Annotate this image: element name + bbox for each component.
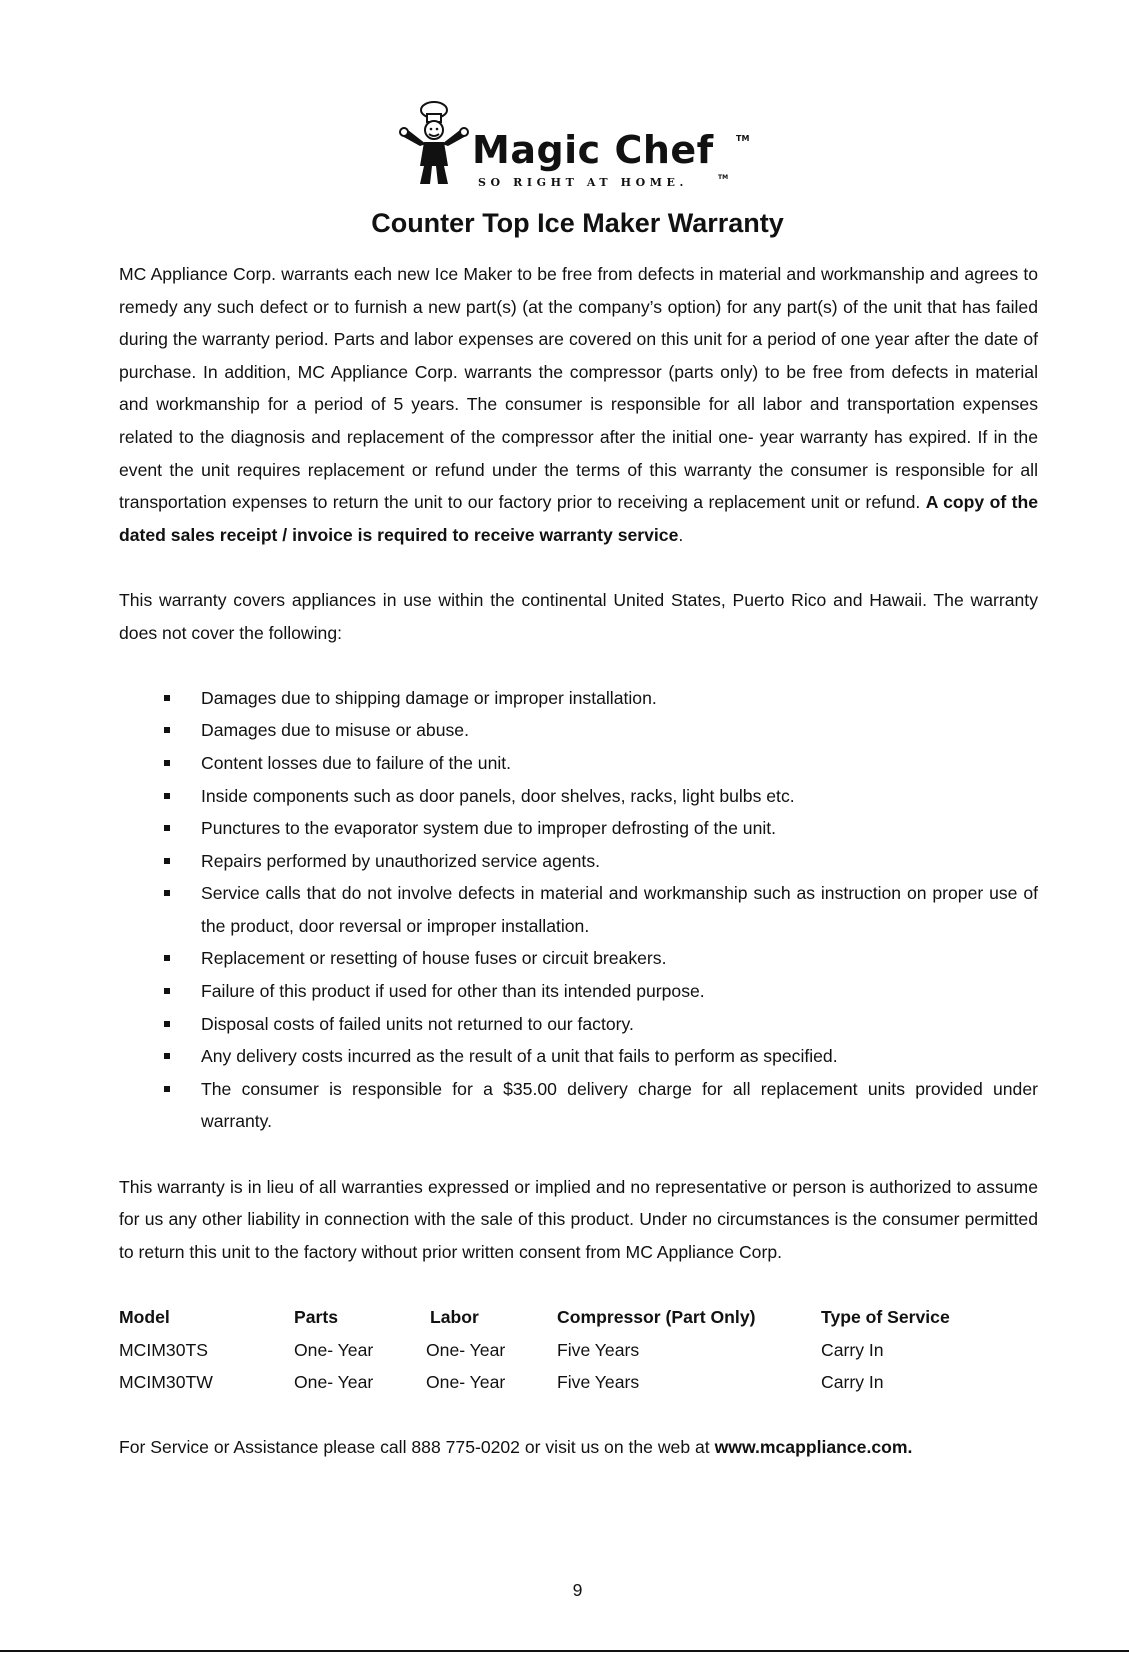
list-item: Disposal costs of failed units not returned to our factory.: [119, 1008, 1038, 1041]
bullet-square-icon: [164, 858, 170, 864]
exclusions-list: [119, 682, 1038, 1138]
cell-model: MCIM30TS: [119, 1339, 208, 1360]
intro-text: MC Appliance Corp. warrants each new Ice Maker to be free from defects in material and workmanship and agrees to remedy any such defect or to furnish a new part(s) (at the company’s option) for any part(s) of the unit that has failed during the warranty period. Parts and labor expenses are covered on this unit for a period of one year after the date of purchase. In addition, MC Appliance Corp. warrants the compressor (parts only) to be free from defects in material and workmanship for a period of 5 years. The consumer is responsible for all labor and transportation expenses related to the diagnosis and replacement of the compressor after the initial one- year warranty has expired. If in the event the unit requires replacement or refund under the terms of this warranty the consumer is responsible for all transportation expenses to return the unit to our factory prior to receiving a replacement unit or refund.: [119, 264, 1038, 513]
bullet-square-icon: [164, 825, 170, 831]
cell-compressor: Five Years: [557, 1339, 640, 1360]
cell-service-type: Carry In: [821, 1372, 884, 1393]
bullet-square-icon: [164, 955, 170, 961]
header-parts: Parts: [294, 1307, 339, 1327]
list-item: Repairs performed by unauthorized service agents.: [119, 845, 1038, 878]
bullet-square-icon: [164, 890, 170, 896]
bullet-square-icon: [164, 760, 170, 766]
logo-trademark: TM: [736, 134, 750, 143]
header-labor: Labor: [430, 1307, 479, 1327]
warranty-body: [119, 258, 1038, 1464]
list-item: The consumer is responsible for a $35.00 delivery charge for all replacement units provided under warranty.: [119, 1073, 1038, 1138]
logo-brand-text: Magic Chef: [472, 128, 714, 172]
list-item: Replacement or resetting of house fuses or circuit breakers.: [119, 942, 1038, 975]
cell-parts: One- Year: [294, 1372, 374, 1393]
cell-labor: One- Year: [426, 1372, 506, 1393]
page-number: 9: [572, 1580, 583, 1600]
bullet-square-icon: [164, 793, 170, 799]
disclaimer-paragraph: This warranty is in lieu of all warranties expressed or implied and no representative or person is authorized to assume for us any other liability in connection with the sale of this product. Under no circumstances is the consumer permitted to return this unit to the factory without prior written consent from MC Appliance Corp.: [119, 1176, 1038, 1262]
list-item: Failure of this product if used for other than its intended purpose.: [119, 975, 1038, 1008]
bullet-square-icon: [164, 695, 170, 701]
header-service-type: Type of Service: [821, 1307, 950, 1327]
cell-compressor: Five Years: [557, 1372, 640, 1393]
cell-labor: One- Year: [426, 1339, 506, 1360]
magic-chef-logo: [398, 100, 758, 192]
list-item: Damages due to misuse or abuse.: [119, 714, 1038, 747]
page-title: Counter Top Ice Maker Warranty: [371, 208, 784, 238]
table-row: [119, 1366, 1038, 1399]
bullet-square-icon: [164, 727, 170, 733]
cell-service-type: Carry In: [821, 1339, 884, 1360]
header-model: Model: [119, 1307, 170, 1327]
list-item: Service calls that do not involve defects in material and workmanship such as instruction on proper use of the product, door reversal or improper installation.: [119, 877, 1038, 942]
service-end: .: [907, 1437, 913, 1458]
logo-tagline-trademark: TM: [718, 174, 729, 181]
bullet-square-icon: [164, 1086, 170, 1092]
bullet-square-icon: [164, 1021, 170, 1027]
service-paragraph: [119, 1431, 1038, 1464]
list-item: Damages due to shipping damage or improper installation.: [119, 682, 1038, 715]
bullet-square-icon: [164, 988, 170, 994]
receipt-requirement: A copy of the dated sales receipt / invoice is required to receive warranty service: [119, 492, 1038, 545]
website-link[interactable]: www.mcappliance.com: [714, 1437, 908, 1458]
header-compressor: Compressor (Part Only): [557, 1307, 756, 1327]
service-text: For Service or Assistance please call 888 775-0202 or visit us on the web at: [119, 1437, 715, 1458]
list-item: Content losses due to failure of the unit.: [119, 747, 1038, 780]
intro-paragraph: [119, 258, 1038, 551]
cell-model: MCIM30TW: [119, 1372, 213, 1393]
table-row: [119, 1334, 1038, 1367]
bottom-divider: [0, 1650, 1129, 1652]
list-item: Punctures to the evaporator system due to improper defrosting of the unit.: [119, 812, 1038, 845]
bullet-square-icon: [164, 1053, 170, 1059]
list-item: Inside components such as door panels, door shelves, racks, light bulbs etc.: [119, 780, 1038, 813]
intro-end: .: [678, 524, 684, 545]
list-item: Any delivery costs incurred as the result of a unit that fails to perform as specified.: [119, 1040, 1038, 1073]
warranty-table: [119, 1301, 1038, 1399]
logo-tagline: SO RIGHT AT HOME.: [478, 176, 688, 189]
table-header-row: [119, 1301, 1038, 1334]
coverage-paragraph: This warranty covers appliances in use within the continental United States, Puerto Rico and Hawaii. The warranty does not cover the following:: [119, 589, 1038, 643]
cell-parts: One- Year: [294, 1339, 374, 1360]
